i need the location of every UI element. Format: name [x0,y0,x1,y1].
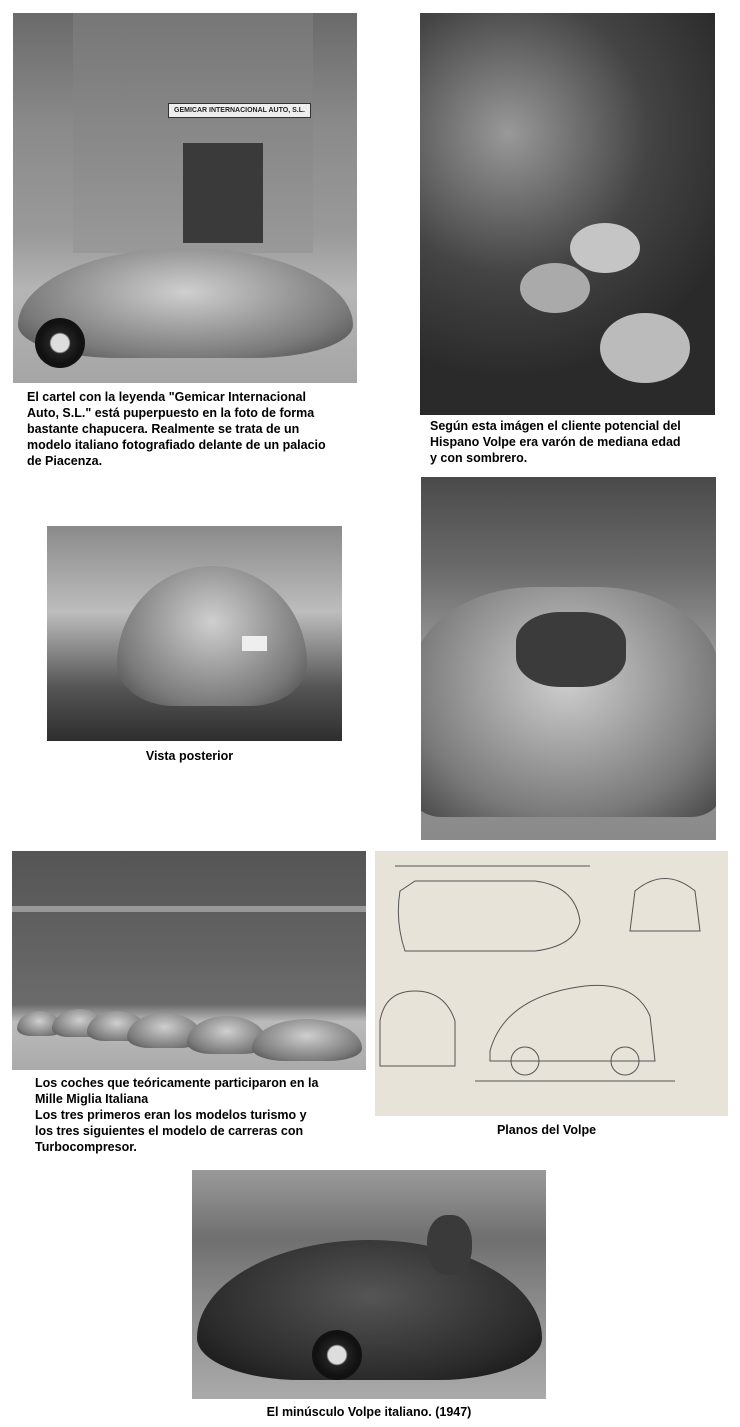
rear-view-photo [47,526,342,741]
blueprint-drawing [375,851,728,1116]
caption-line: Turbocompresor. [35,1140,137,1154]
blueprints-photo [375,851,728,1116]
crowd-hats-photo [420,13,715,415]
men-inspecting-car-photo [421,477,716,840]
caption-line: Planos del Volpe [496,1123,597,1137]
mille-miglia-cars-photo [12,851,366,1070]
caption-rear-view [47,748,332,764]
woman-in-volpe-photo [192,1170,546,1399]
gemicar-building-photo [13,13,357,383]
caption-crowd [430,418,681,466]
caption-line: El minúsculo Volpe italiano. (1947) [266,1405,472,1419]
caption-line: El cartel con la leyenda "Gemicar Internacional [27,390,306,404]
caption-line: Vista posterior [145,749,234,763]
caption-line: Auto, S.L." está puperpuesto en la foto de forma [27,406,315,420]
caption-line: los tres siguientes el modelo de carreras con [35,1124,304,1138]
caption-line: bastante chapucera. Realmente se trata de un [27,422,300,436]
car-illustration [197,1240,542,1380]
caption-line: Hispano Volpe era varón de mediana edad [430,435,681,449]
caption-line: Según esta imágen el cliente potencial del [430,419,681,433]
building-sign: GEMICAR INTERNACIONAL AUTO, S.L. [168,103,311,118]
caption-woman-volpe [192,1404,546,1420]
caption-line: de Piacenza. [27,454,103,468]
caption-line: Mille Miglia Italiana [35,1092,149,1106]
caption-gemicar [27,389,326,469]
caption-mille-miglia [35,1075,318,1155]
car-illustration [117,566,307,706]
caption-blueprints [375,1122,718,1138]
caption-line: y con sombrero. [430,451,528,465]
caption-line: modelo italiano fotografiado delante de un palacio [27,438,326,452]
caption-line: Los tres primeros eran los modelos turismo y [35,1108,307,1122]
caption-line: Los coches que teóricamente participaron en la [35,1076,319,1090]
